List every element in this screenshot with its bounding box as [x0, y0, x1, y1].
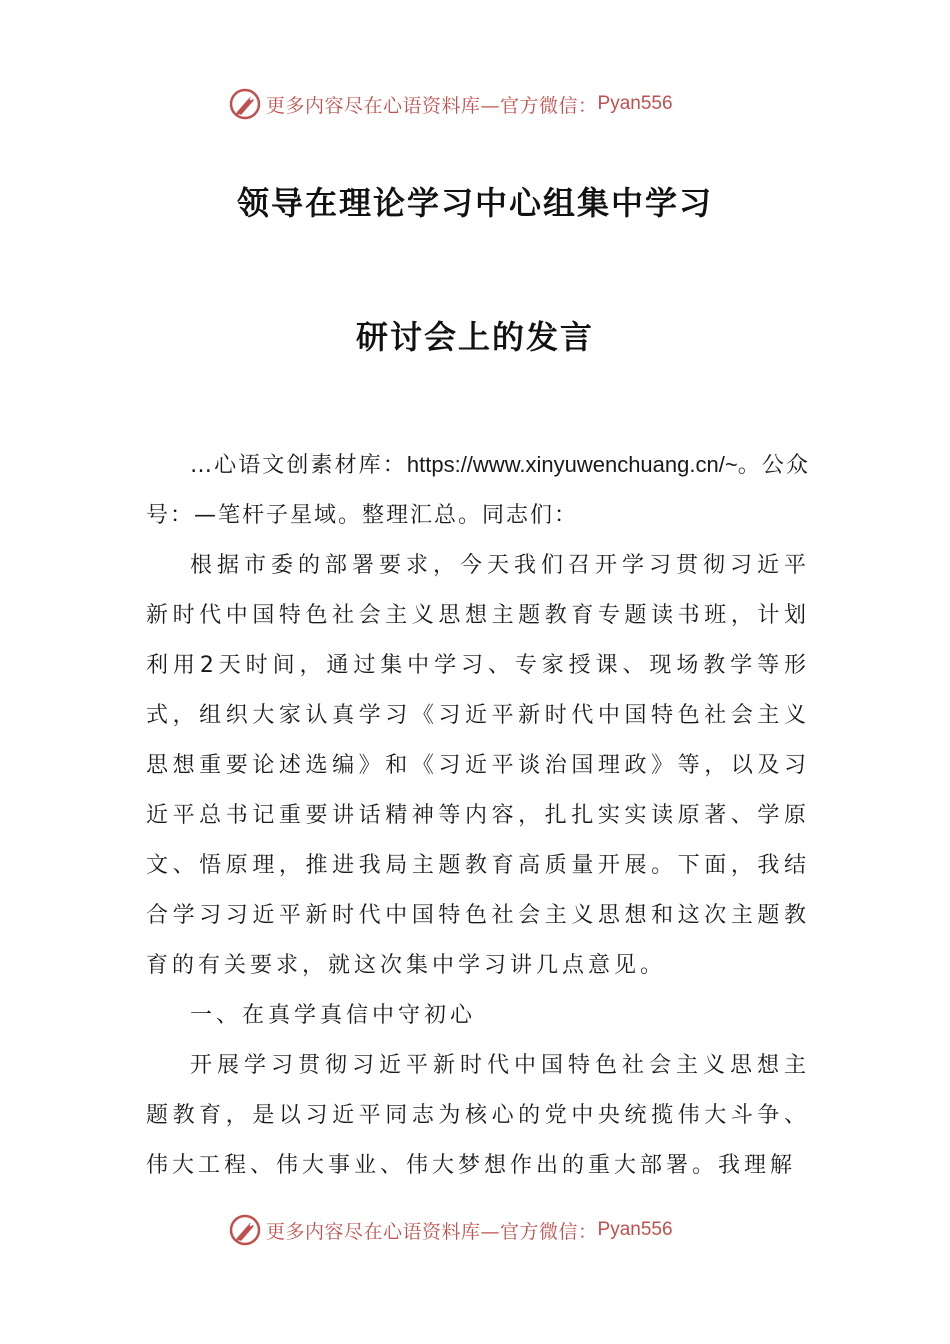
- pen-nib-icon: [228, 1213, 262, 1247]
- intro-paragraph: [146, 440, 810, 541]
- banner-text: 更多内容尽在心语资料库—官方微信：: [266, 1220, 598, 1243]
- intro-prefix: …心语文创素材库：: [190, 453, 407, 478]
- paragraph-1: 根据市委的部署要求，今天我们召开学习贯彻习近平新时代中国特色社会主义思想主题教育专题读书班，计划利用2天时间，通过集中学习、专家授课、现场教学等形式，组织大家认真学习《习近平新时代中国特色社会主义思想重要论述选编》和《习近平谈治国理政》等，以及习近平总书记重要讲话精神等内容，扎扎实实读原著、学原文、悟原理，推进我局主题教育高质量开展。下面，我结合学习习近平新时代中国特色社会主义思想和这次主题教育的有关要求，就这次集中学习讲几点意见。: [146, 553, 810, 978]
- intro-suffix: 。公众号：—笔杆子星域。整理汇总。同志们：: [146, 453, 810, 528]
- pen-nib-icon: [228, 87, 262, 121]
- page-title-line-1: 领导在理论学习中心组集中学习: [236, 184, 713, 222]
- document-body: [146, 440, 810, 1191]
- banner-wechat-id: Pyan556: [597, 93, 673, 114]
- banner-text: 更多内容尽在心语资料库—官方微信：: [266, 94, 598, 117]
- banner-wechat-id: Pyan556: [597, 1219, 673, 1240]
- source-url-link[interactable]: https://www.xinyuwenchuang.cn/~: [406, 452, 738, 477]
- paragraph-2: 开展学习贯彻习近平新时代中国特色社会主义思想主题教育，是以习近平同志为核心的党中央统揽伟大斗争、伟大工程、伟大事业、伟大梦想作出的重大部署。我理解: [146, 1053, 810, 1178]
- section-heading-1: 一、在真学真信中守初心: [190, 1003, 477, 1028]
- footer-banner: [228, 1210, 673, 1250]
- header-banner: [228, 84, 673, 124]
- page-title-line-2: 研讨会上的发言: [355, 318, 594, 356]
